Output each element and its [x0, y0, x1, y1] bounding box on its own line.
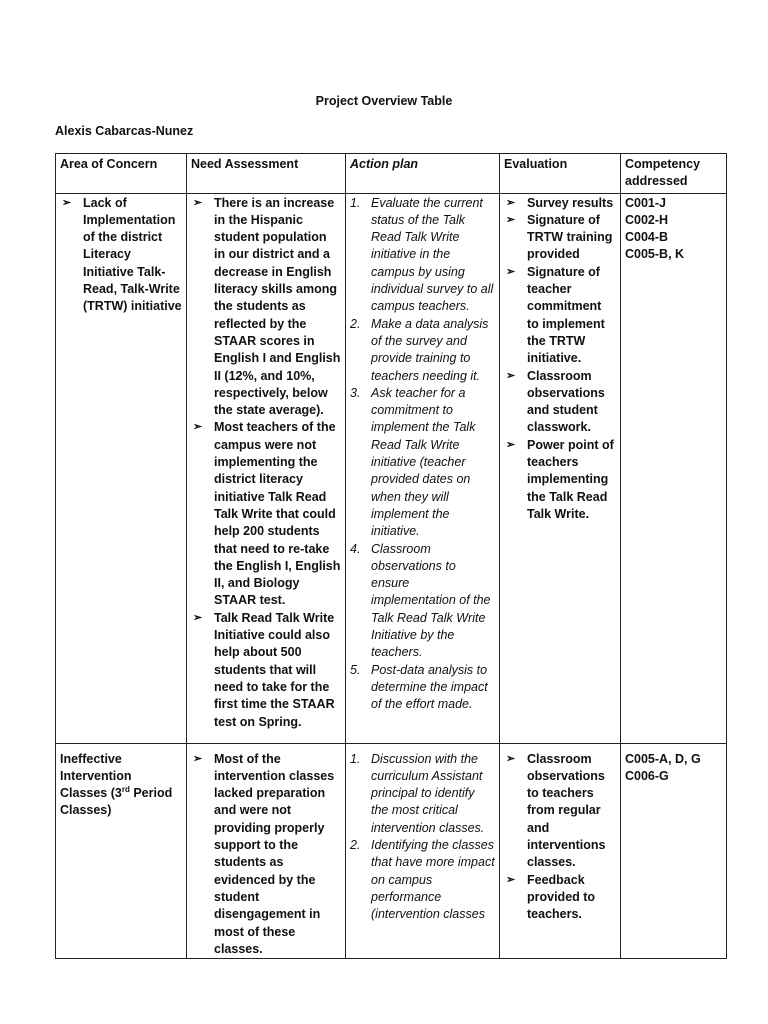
step-text: Discussion with the curriculum Assistant principal to identify the most critical intervention classes.: [371, 751, 485, 835]
need-assessment-cell: [187, 193, 346, 743]
need-assessment-cell: [187, 743, 346, 959]
evaluation-text: Classroom observations to teachers from regular and interventions classes.: [527, 751, 606, 870]
competency-code: C001-J: [625, 195, 666, 210]
evaluation-text: Feedback provided to teachers.: [527, 872, 596, 922]
table-header-row: [56, 154, 727, 194]
author-name: Alexis Cabarcas-Nunez: [55, 124, 194, 138]
list-item: [191, 610, 341, 731]
arrow-bullet-icon: ➢: [506, 196, 516, 209]
need-text: Talk Read Talk Write Initiative could also help about 500 students that will need to take for the first time the STAAR test on Spring.: [214, 610, 335, 729]
project-overview-table: [55, 153, 727, 959]
evaluation-text: Signature of teacher commitment to implement the TRTW initiative.: [527, 264, 605, 366]
evaluation-text: Power point of teachers implementing the Talk Read Talk Write.: [527, 437, 614, 521]
table-row: [56, 743, 727, 959]
arrow-bullet-icon: ➢: [506, 438, 516, 451]
header-evaluation: Evaluation: [500, 154, 621, 194]
step-number: 2.: [350, 316, 361, 331]
arrow-bullet-icon: ➢: [62, 196, 72, 209]
list-item: [350, 837, 495, 923]
area-text: [60, 751, 182, 820]
area-of-concern-cell: [56, 193, 187, 743]
need-text: There is an increase in the Hispanic student population in our district and a decrease in English literacy skills among the students as reflected by the STAAR scores in English I and English II (12%, and 10%, respectively, below the state average).: [214, 195, 341, 418]
competency-code: C006-G: [625, 768, 669, 783]
step-text: Evaluate the current status of the Talk Read Talk Write initiative in the campus by using individual survey to all campus teachers.: [371, 195, 494, 314]
competency-code: C005-A, D, G: [625, 751, 701, 766]
step-text: Classroom observations to ensure implementation of the Talk Read Talk Write Initiative by the teachers.: [371, 541, 491, 660]
evaluation-cell: [500, 193, 621, 743]
header-area-of-concern: Area of Concern: [56, 154, 187, 194]
evaluation-text: Signature of TRTW training provided: [527, 212, 613, 262]
competency-cell: [621, 193, 727, 743]
list-item: [350, 316, 495, 385]
arrow-bullet-icon: ➢: [193, 611, 203, 624]
step-number: 1.: [350, 195, 361, 210]
list-item: [504, 195, 616, 212]
evaluation-cell: [500, 743, 621, 959]
list-item: [191, 419, 341, 609]
area-text-main: Ineffective Intervention Classes (3: [60, 751, 132, 801]
table-row: [56, 193, 727, 743]
list-item: [350, 662, 495, 714]
header-action-plan: Action plan: [346, 154, 500, 194]
evaluation-text: Survey results: [527, 195, 614, 210]
list-item: [350, 751, 495, 837]
step-number: 1.: [350, 751, 361, 766]
competency-code: C004-B: [625, 230, 669, 245]
competency-code: C002-H: [625, 212, 669, 227]
arrow-bullet-icon: ➢: [506, 369, 516, 382]
arrow-bullet-icon: ➢: [506, 873, 516, 886]
step-number: 2.: [350, 838, 361, 853]
need-text: Most of the intervention classes lacked preparation and were not providing properly support to the students as evidenced by the student disengagement in most of these classes.: [214, 751, 335, 956]
step-text: Post-data analysis to determine the impact of the effort made.: [371, 662, 488, 712]
step-text: Identifying the classes that have more impact on campus performance (intervention classes: [371, 838, 495, 922]
step-number: 4.: [350, 541, 361, 556]
action-plan-cell: [346, 193, 500, 743]
step-number: 5.: [350, 662, 361, 677]
header-need-assessment: Need Assessment: [187, 154, 346, 194]
arrow-bullet-icon: ➢: [506, 752, 516, 765]
arrow-bullet-icon: ➢: [506, 265, 516, 278]
list-item: [60, 195, 182, 316]
list-item: [350, 195, 495, 316]
list-item: [350, 385, 495, 541]
arrow-bullet-icon: ➢: [506, 213, 516, 226]
document-title: Project Overview Table: [315, 94, 453, 108]
arrow-bullet-icon: ➢: [193, 752, 203, 765]
list-item: [504, 437, 616, 523]
evaluation-text: Classroom observations and student classwork.: [527, 368, 605, 435]
competency-code: C005-B, K: [625, 247, 685, 262]
list-item: [350, 541, 495, 662]
area-text-superscript: rd: [121, 785, 130, 795]
header-competency: Competency addressed: [621, 154, 727, 194]
step-text: Ask teacher for a commitment to implement the Talk Read Talk Write initiative (teacher provided dates on when they will implement the initiative.: [371, 385, 476, 539]
list-item: [504, 264, 616, 368]
action-plan-cell: [346, 743, 500, 959]
list-item: [504, 751, 616, 872]
area-of-concern-cell: [56, 743, 187, 959]
need-text: Most teachers of the campus were not implementing the district literacy initiative Talk Read Talk Write that could help 200 students that need to re-take the English I, English II, and Biology STAAR test.: [214, 420, 341, 608]
area-text-tail: Period Classes): [60, 786, 173, 818]
step-number: 3.: [350, 385, 361, 400]
list-item: [191, 195, 341, 420]
competency-cell: [621, 743, 727, 959]
arrow-bullet-icon: ➢: [193, 196, 203, 209]
area-text: Lack of Implementation of the district Literacy Initiative Talk-Read, Talk-Write (TRTW) initiative: [83, 195, 182, 314]
list-item: [191, 751, 341, 959]
list-item: [504, 212, 616, 264]
step-text: Make a data analysis of the survey and provide training to teachers needing it.: [371, 316, 489, 383]
list-item: [504, 872, 616, 924]
list-item: [504, 368, 616, 437]
arrow-bullet-icon: ➢: [193, 421, 203, 434]
